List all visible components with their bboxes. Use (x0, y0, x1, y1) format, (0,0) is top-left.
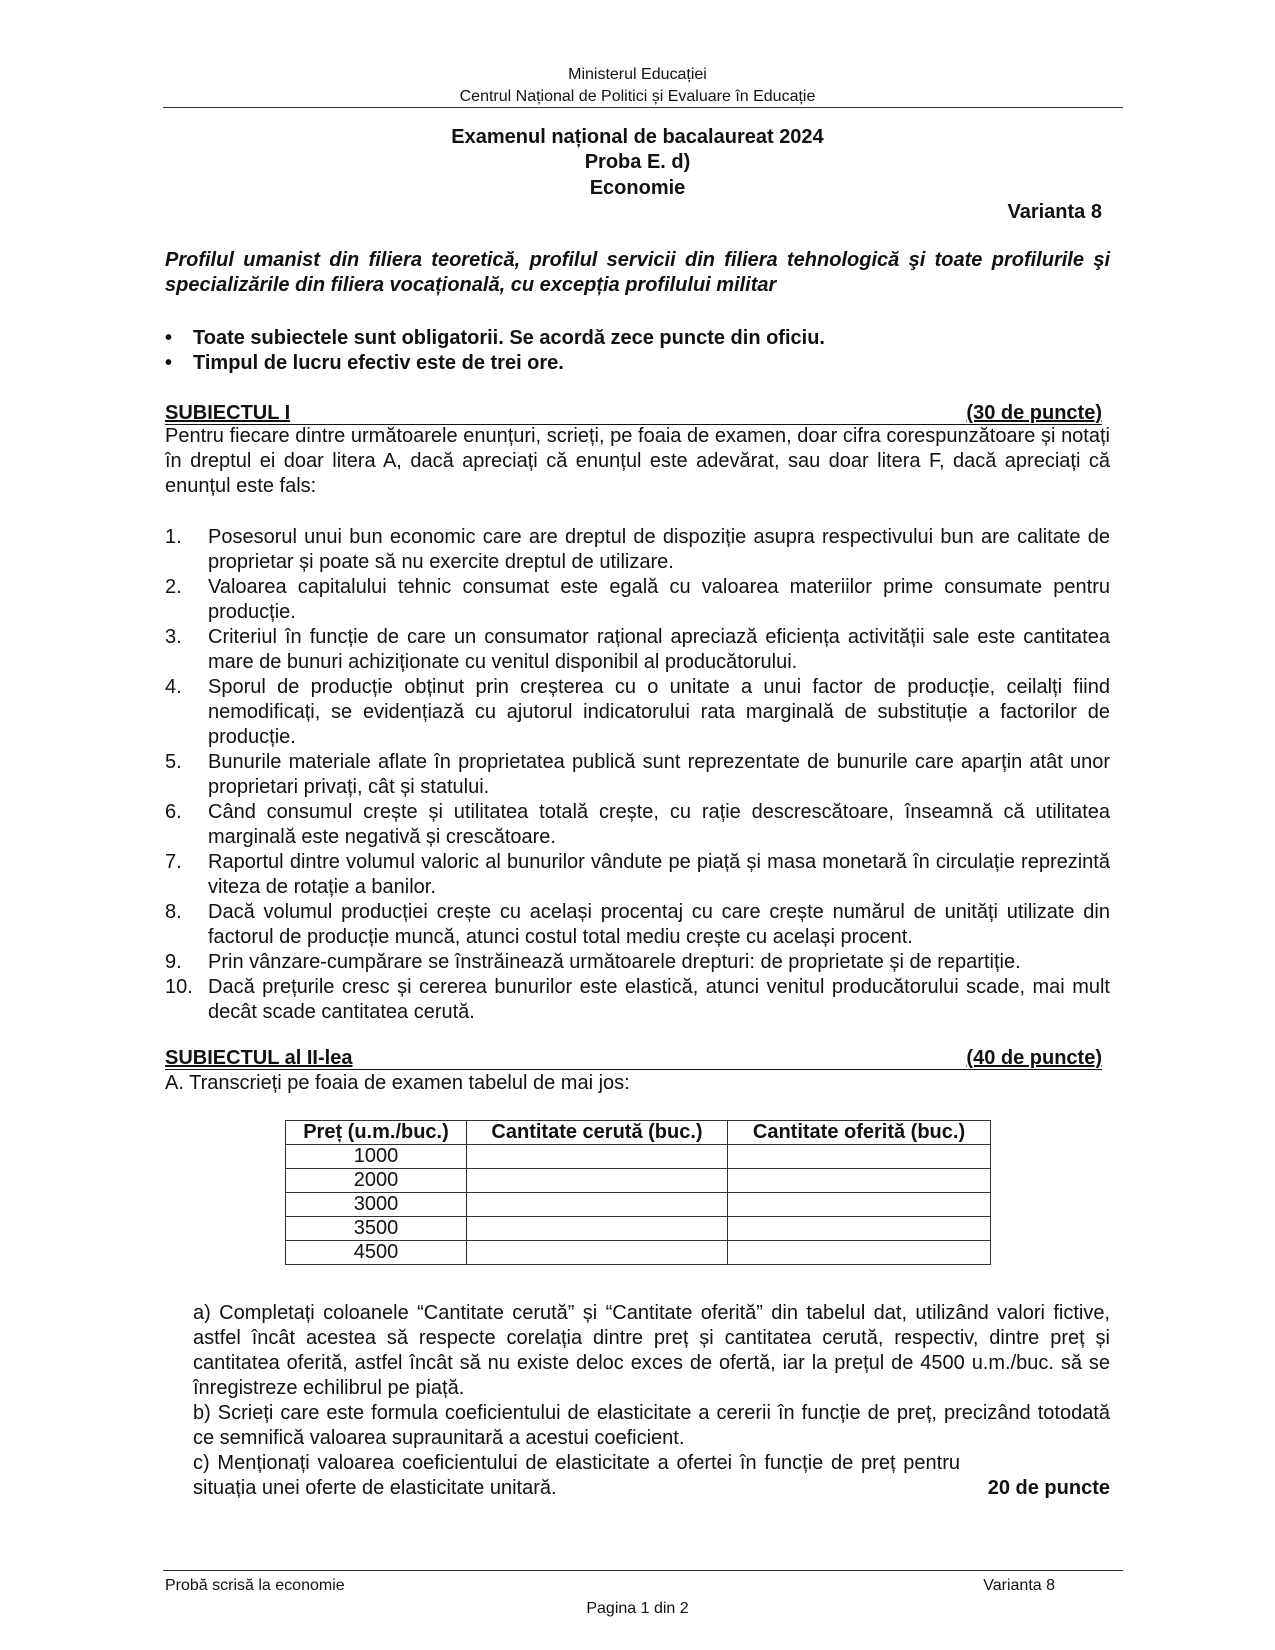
statement-text: Dacă prețurile cresc și cererea bunurilor este elastică, atunci venitul producătorului scade, mai mult decât scade cantitatea cerută. (208, 976, 1110, 1023)
statement-item (165, 750, 1110, 800)
demand-cell (467, 1241, 728, 1265)
variant-label: Varianta 8 (1007, 201, 1102, 223)
statement-number: 8. (165, 901, 182, 923)
price-quantity-table (285, 1120, 991, 1265)
demand-cell (467, 1169, 728, 1193)
footer-left: Probă scrisă la economie (165, 1577, 345, 1594)
statement-item (165, 850, 1110, 900)
demand-cell (467, 1217, 728, 1241)
task-b: b) Scrieți care este formula coeficientului de elasticitate a cererii în funcție de preț, precizând totodată ce semnifică valoarea supraunitară a acestui coeficient. (193, 1402, 1110, 1449)
statement-text: Când consumul crește și utilitatea totală crește, cu rație descrescătoare, înseamnă că utilitatea marginală este negativă și crescătoare. (208, 801, 1110, 848)
statement-number: 2. (165, 576, 182, 598)
table-row (286, 1193, 991, 1217)
table-header: Cantitate oferită (buc.) (728, 1121, 991, 1145)
statement-text: Criteriul în funcție de care un consumator rațional apreciază eficiența activității sale este cantitatea mare de bunuri achiziționate cu venitul disponibil al producătorului. (208, 626, 1110, 673)
subject1-section (165, 402, 1102, 425)
supply-cell (728, 1217, 991, 1241)
instruction-item: • Toate subiectele sunt obligatorii. Se acordă zece puncte din oficiu. (165, 326, 1110, 351)
page-number: Pagina 1 din 2 (586, 1600, 689, 1617)
statement-item (165, 800, 1110, 850)
statement-text: Bunurile materiale aflate în proprietatea publică sunt reprezentate de bunurile care aparțin atât unor proprietari privați, cât și statului. (208, 751, 1110, 798)
exam-subject: Economie (589, 177, 686, 199)
instruction-item: • Timpul de lucru efectiv este de trei ore. (165, 351, 1110, 376)
subject2-title: SUBIECTUL al II-lea (165, 1047, 353, 1069)
statement-number: 9. (165, 951, 182, 973)
statement-item (165, 975, 1110, 1025)
statement-item (165, 575, 1110, 625)
exam-proba: Proba E. d) (584, 151, 691, 173)
demand-cell (467, 1193, 728, 1217)
task-c: c) Menționați valoarea coeficientului de elasticitate a ofertei în funcție de preț pentru situația unei oferte de elasticitate unitară. (193, 1452, 960, 1499)
ministry-name: Ministerul Educației (568, 66, 707, 83)
subject1-points: (30 de puncte) (966, 402, 1102, 424)
task-c-row (193, 1451, 1110, 1501)
table-header: Preț (u.m./buc.) (286, 1121, 467, 1145)
price-cell: 1000 (286, 1145, 467, 1169)
demand-cell (467, 1145, 728, 1169)
footer-right: Varianta 8 (983, 1577, 1055, 1594)
table-row (286, 1169, 991, 1193)
price-cell: 4500 (286, 1241, 467, 1265)
supply-cell (728, 1169, 991, 1193)
table-header: Cantitate cerută (buc.) (467, 1121, 728, 1145)
statement-number: 10. (165, 976, 193, 998)
statement-text: Dacă volumul producției crește cu același procentaj cu care crește numărul de unități utilizate din factorul de producție muncă, atunci costul total mediu crește cu același procent. (208, 901, 1110, 948)
statement-item (165, 900, 1110, 950)
statement-item (165, 625, 1110, 675)
subject1-title: SUBIECTUL I (165, 402, 291, 424)
supply-cell (728, 1241, 991, 1265)
price-cell: 2000 (286, 1169, 467, 1193)
subject2-heading (165, 1047, 1102, 1070)
footer-divider (163, 1570, 1123, 1571)
subject2-tasks (193, 1301, 1110, 1501)
statement-text: Prin vânzare-cumpărare se înstrăinează următoarele drepturi: de proprietate și de repartiție. (208, 951, 1021, 973)
instructions-list (165, 326, 1110, 376)
supply-cell (728, 1145, 991, 1169)
table-row (286, 1241, 991, 1265)
profile-text: Profilul umanist din filiera teoretică, profilul servicii din filiera tehnologică şi toate profilurile şi specializările din filiera vocațională, cu excepția profilului militar (165, 249, 1110, 296)
subject1-items (165, 525, 1110, 1025)
center-name: Centrul Național de Politici și Evaluare în Educație (459, 88, 816, 105)
statement-number: 1. (165, 526, 182, 548)
statement-text: Raportul dintre volumul valoric al bunurilor vândute pe piață și masa monetară în circulație reprezintă viteza de rotație a banilor. (208, 851, 1110, 898)
subject1-heading (165, 402, 1102, 425)
statement-item (165, 525, 1110, 575)
task-a: a) Completați coloanele “Cantitate cerută” și “Cantitate oferită” din tabelul dat, utilizând valori fictive, astfel încât acestea să respecte corelația dintre preț și cantitatea cerută, respectiv, dintre preț și cantitatea oferită, astfel încât să nu existe deloc exces de ofertă, iar la prețul de 4500 u.m./buc. să se înregistreze echilibrul pe piață. (193, 1302, 1110, 1399)
price-cell: 3000 (286, 1193, 467, 1217)
statement-item (165, 950, 1110, 975)
supply-cell (728, 1193, 991, 1217)
statement-text: Posesorul unui bun economic care are dreptul de dispoziție asupra respectivului bun are calitate de proprietar și poate să nu exercite dreptul de utilizare. (208, 526, 1110, 573)
statement-text: Valoarea capitalului tehnic consumat este egală cu valoarea materiilor prime consumate pentru producție. (208, 576, 1110, 623)
statement-text: Sporul de producție obținut prin creșterea cu o unitate a unui factor de producție, ceilalți fiind nemodificați, se evidențiază cu ajutorul indicatorului rata marginală de substituție a factorilor de producție. (208, 676, 1110, 748)
subject2-a-intro: A. Transcrieți pe foaia de examen tabelul de mai jos: (165, 1072, 630, 1094)
table-row (286, 1145, 991, 1169)
subject2-section (165, 1047, 1102, 1070)
task-points: 20 de puncte (987, 1477, 1110, 1499)
table-row (286, 1217, 991, 1241)
subject2-points: (40 de puncte) (966, 1047, 1102, 1069)
statement-number: 7. (165, 851, 182, 873)
price-cell: 3500 (286, 1217, 467, 1241)
statement-item (165, 675, 1110, 750)
exam-title: Examenul național de bacalaureat 2024 (451, 126, 824, 148)
subject1-intro: Pentru fiecare dintre următoarele enunțuri, scrieți, pe foaia de examen, doar cifra corespunzătoare și notați în dreptul ei doar litera A, dacă apreciați că enunțul este adevărat, sau doar litera F, dacă apreciați că enunțul este fals: (165, 425, 1110, 497)
header-divider (163, 107, 1123, 108)
statement-number: 4. (165, 676, 182, 698)
statement-number: 3. (165, 626, 182, 648)
statement-number: 5. (165, 751, 182, 773)
statement-number: 6. (165, 801, 182, 823)
